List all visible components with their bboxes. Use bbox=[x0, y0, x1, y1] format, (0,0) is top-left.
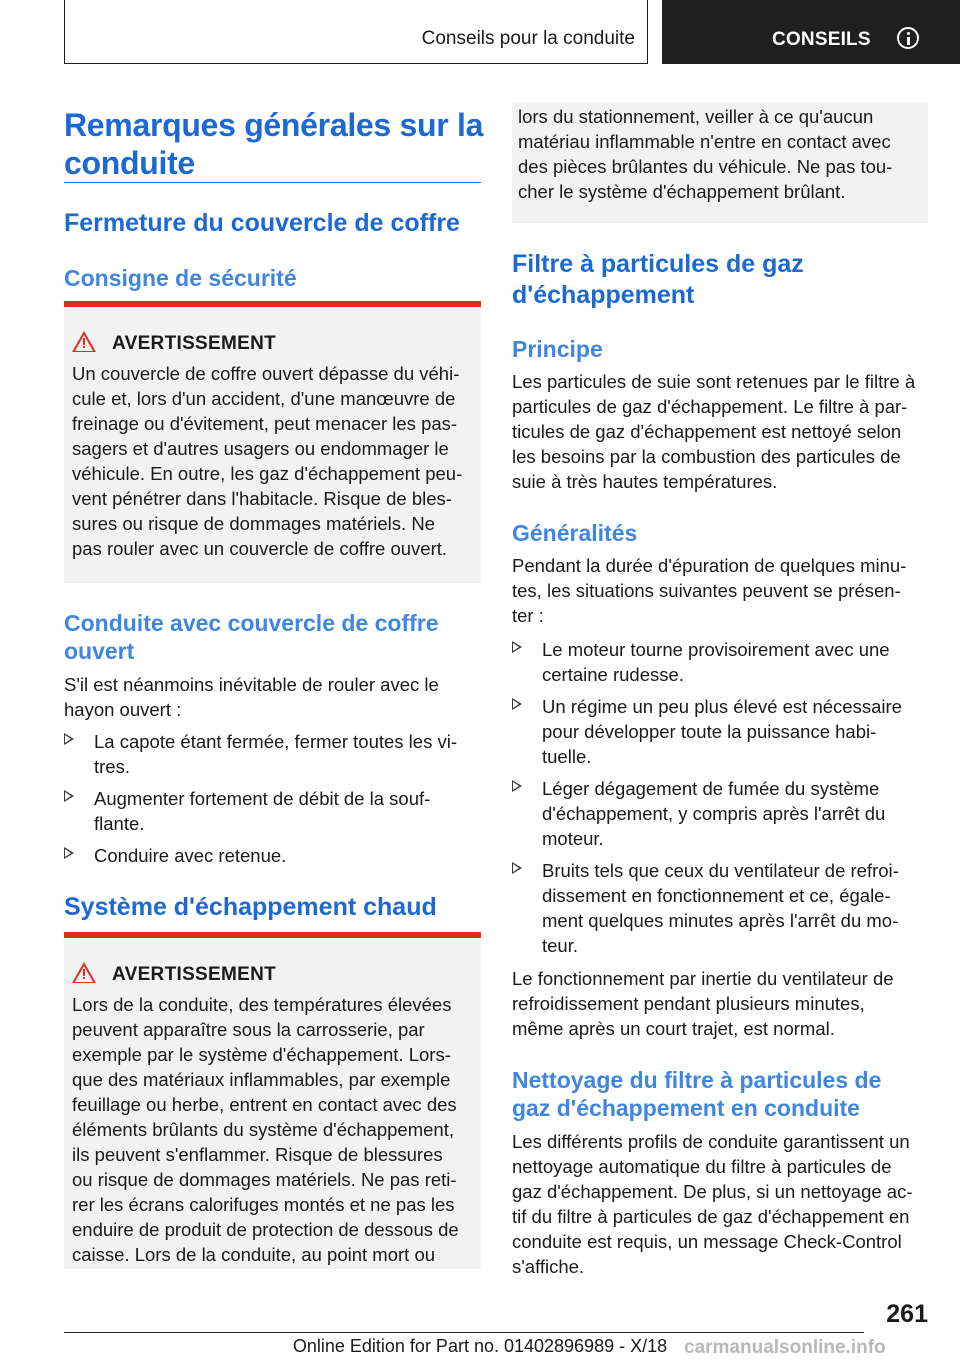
warning-continuation-text: lors du stationnement, veiller à ce qu'aucun matériau inflammable n'entre en contact avec des pièces brûlantes du véhicule. Ne pas tou- cher le système d'échappement brûlant. bbox=[518, 106, 893, 202]
heading-principle: Principe bbox=[512, 336, 603, 362]
warning-label: AVERTISSEMENT bbox=[112, 964, 277, 985]
page-title: Remarques générales sur la conduite bbox=[64, 107, 484, 181]
heading-driving-open-trunk: Conduite avec couvercle de coffre ouvert bbox=[64, 610, 439, 664]
heading-particulate-filter: Filtre à particules de gaz d'échappement bbox=[512, 250, 804, 309]
bullet-arrow-icon bbox=[64, 847, 74, 859]
list-item: Bruits tels que ceux du ventilateur de refroi- dissement en fonctionnement et ce, égale- ment quelques minutes après l'arrêt du mo- teur. bbox=[512, 858, 928, 958]
page-number: 261 bbox=[886, 1300, 928, 1328]
heading-trunk-lid: Fermeture du couvercle de coffre bbox=[64, 209, 460, 237]
bullet-arrow-icon bbox=[64, 733, 74, 745]
footer-edition: Online Edition for Part no. 01402896989 - X/18 bbox=[292, 1336, 668, 1356]
bullet-arrow-icon bbox=[512, 780, 522, 792]
warning-continuation-box bbox=[512, 102, 928, 223]
heading-general: Généralités bbox=[512, 520, 638, 546]
list-item: Conduire avec retenue. bbox=[64, 843, 481, 868]
header-chapter-tab[interactable] bbox=[662, 0, 960, 64]
paragraph-open-trunk-intro: S'il est néanmoins inévitable de rouler avec le hayon ouvert : bbox=[64, 674, 439, 720]
warning-text: Un couvercle de coffre ouvert dépasse du véhi- cule et, lors d'un accident, d'une manœuvre de freinage ou d'évitement, peut menacer les pas- sagers et d'autres usagers ou endommager le véhicule. En outre, les gaz d'échappement peu- vent pénétrer dans l'habitacle. Risque de bles- sures ou risque de dommages matériels. Ne pas rouler avec un couvercle de coffre ouvert. bbox=[72, 363, 463, 559]
paragraph-general: Pendant la durée d'épuration de quelques minu- tes, les situations suivantes peuvent se présen- ter : bbox=[512, 555, 907, 626]
list-item: Le moteur tourne provisoirement avec une certaine rudesse. bbox=[512, 637, 928, 687]
bullet-arrow-icon bbox=[512, 698, 522, 710]
paragraph-filter-cleaning: Les différents profils de conduite garantissent un nettoyage automatique du filtre à particules de gaz d'échappement. De plus, si un nettoyage ac- tif du filtre à particules de gaz d'échappement en conduite est requis, un message Check-Control s'affiche. bbox=[512, 1131, 913, 1277]
footer-divider bbox=[64, 1332, 864, 1333]
title-divider bbox=[64, 182, 481, 183]
heading-filter-cleaning: Nettoyage du filtre à particules de gaz d'échappement en conduite bbox=[512, 1067, 882, 1121]
header-chapter-title: CONSEILS bbox=[772, 29, 871, 50]
heading-safety-notice: Consigne de sécurité bbox=[64, 265, 297, 291]
warning-box-exhaust bbox=[64, 932, 481, 1269]
bullet-arrow-icon bbox=[512, 641, 522, 653]
warning-icon bbox=[72, 962, 96, 983]
paragraph-principle: Les particules de suie sont retenues par le filtre à particules de gaz d'échappement. Le filtre à par- ticules de gaz d'échappement est nettoyé selon les besoins par la combustion des particules de suie à très hautes températures. bbox=[512, 371, 916, 492]
warning-icon bbox=[72, 331, 96, 352]
warning-text: Lors de la conduite, des températures élevées peuvent apparaître sous la carrosserie, par exemple par le système d'échappement. Lors- que des matériaux inflammables, par exemple feuillage ou herbe, entrent en contact avec des éléments brûlants du système d'échappement, ils peuvent s'enflammer. Risque de blessures ou risque de dommages matériels. Ne pas reti- rer les écrans calorifuges montés et ne pas les enduire de produit de protection de dessous de caisse. Lors de la conduite, au point mort ou bbox=[72, 994, 459, 1265]
bullet-arrow-icon bbox=[512, 862, 522, 874]
list-item: La capote étant fermée, fermer toutes les vi- tres. bbox=[64, 729, 481, 779]
bullet-arrow-icon bbox=[64, 790, 74, 802]
info-icon bbox=[897, 27, 919, 49]
header-section-box bbox=[64, 0, 648, 64]
list-item: Un régime un peu plus élevé est nécessaire pour développer toute la puissance habi- tuelle. bbox=[512, 694, 928, 769]
heading-hot-exhaust: Système d'échappement chaud bbox=[64, 893, 437, 921]
warning-label: AVERTISSEMENT bbox=[112, 333, 277, 354]
list-item: Augmenter fortement de débit de la souf- flante. bbox=[64, 786, 481, 836]
watermark: carmanualsonline.info bbox=[684, 1337, 886, 1358]
warning-box-trunk bbox=[64, 301, 481, 583]
header-section-title: Conseils pour la conduite bbox=[421, 28, 635, 49]
list-item: Léger dégagement de fumée du système d'échappement, y compris après l'arrêt du moteur. bbox=[512, 776, 928, 851]
paragraph-fan-inertia: Le fonctionnement par inertie du ventilateur de refroidissement pendant plusieurs minutes, même après un court trajet, est normal. bbox=[512, 968, 894, 1039]
